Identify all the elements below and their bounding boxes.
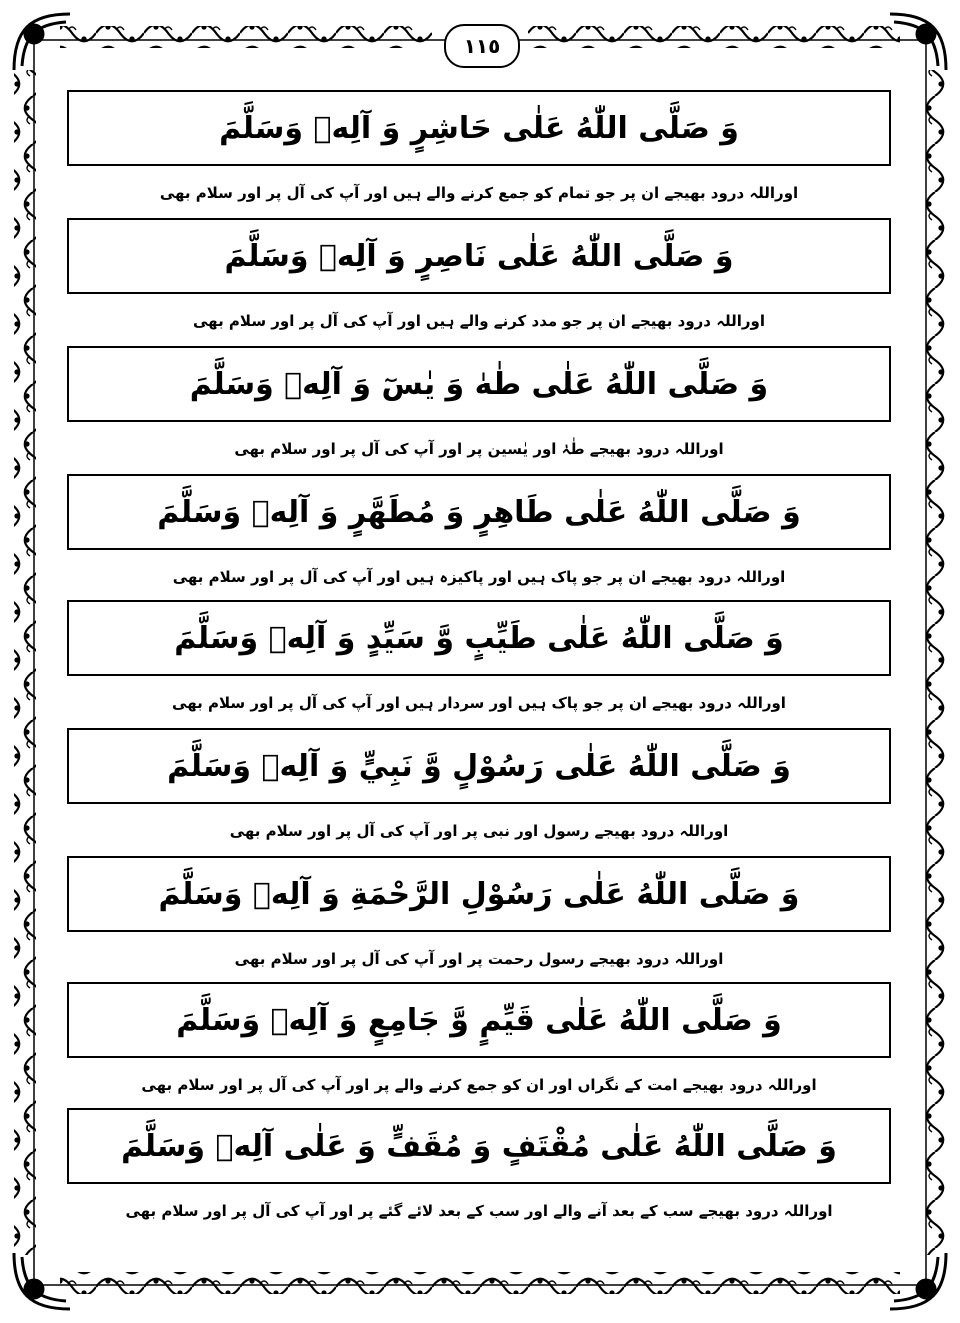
arabic-verse-box: وَ صَلَّى اللّٰهُ عَلٰى رَسُوْلِ الرَّحْمَةِ وَ آلِهٖ وَسَلَّمَ bbox=[67, 856, 891, 932]
arabic-verse-box: وَ صَلَّى اللّٰهُ عَلٰى نَاصِرٍ وَ آلِهٖ وَسَلَّمَ bbox=[67, 218, 891, 294]
urdu-translation: اوراللہ درود بھیجے رسول رحمت پر اور آپ کی آل پر اور سلام بھی bbox=[234, 950, 724, 968]
arabic-verse-box: وَ صَلَّى اللّٰهُ عَلٰى حَاشِرٍ وَ آلِهٖ وَسَلَّمَ bbox=[67, 90, 891, 166]
arabic-verse-box: وَ صَلَّى اللّٰهُ عَلٰى قَيِّمٍ وَّ جَامِعٍ وَ آلِهٖ وَسَلَّمَ bbox=[67, 982, 891, 1058]
arabic-verse-box: وَ صَلَّى اللّٰهُ عَلٰى طَيِّبٍ وَّ سَيِّدٍ وَ آلِهٖ وَسَلَّمَ bbox=[67, 600, 891, 676]
arabic-verse-box: وَ صَلَّى اللّٰهُ عَلٰى طٰهٰ وَ يٰسٓ وَ آلِهٖ وَسَلَّمَ bbox=[67, 346, 891, 422]
urdu-translation: اوراللہ درود بھیجے ان پر جو پاک ہیں اور پاکیزہ ہیں اور آپ کی آل پر اور سلام بھی bbox=[172, 568, 786, 586]
arabic-verse-box: وَ صَلَّى اللّٰهُ عَلٰى طَاهِرٍ وَ مُطَهَّرٍ وَ آلِهٖ وَسَلَّمَ bbox=[67, 474, 891, 550]
urdu-translation: اوراللہ درود بھیجے امت کے نگراں اور ان کو جمع کرنے والے پر اور آپ کی آل پر اور سلام بھی bbox=[141, 1076, 817, 1094]
urdu-translation: اوراللہ درود بھیجے رسول اور نبی پر اور آپ کی آل پر اور سلام بھی bbox=[229, 822, 729, 840]
urdu-translation: اوراللہ درود بھیجے سب کے بعد آنے والے اور سب کے بعد لائے گئے پر اور آپ کی آل پر اور سلام بھی bbox=[125, 1202, 833, 1220]
arabic-verse-box: وَ صَلَّى اللّٰهُ عَلٰى مُقْتَفٍ وَ مُقَفٍّ وَ عَلٰى آلِهٖ وَسَلَّمَ bbox=[67, 1108, 891, 1184]
urdu-translation: اوراللہ درود بھیجے ان پر جو مدد کرنے والے ہیں اور آپ کی آل پر اور سلام بھی bbox=[193, 312, 765, 330]
urdu-translation: اوراللہ درود بھیجے ان پر جو تمام کو جمع کرنے والے ہیں اور آپ کی آل پر اور سلام بھی bbox=[159, 184, 799, 202]
page-number: ١١٥ bbox=[444, 24, 520, 68]
urdu-translation: اوراللہ درود بھیجے طٰہٰ اور یٰسین پر اور آپ کی آل پر اور سلام بھی bbox=[234, 440, 724, 458]
urdu-translation: اوراللہ درود بھیجے ان پر جو پاک ہیں اور سردار ہیں اور آپ کی آل پر اور سلام بھی bbox=[172, 694, 786, 712]
arabic-verse-box: وَ صَلَّى اللّٰهُ عَلٰى رَسُوْلٍ وَّ نَبِيٍّ وَ آلِهٖ وَسَلَّمَ bbox=[67, 728, 891, 804]
